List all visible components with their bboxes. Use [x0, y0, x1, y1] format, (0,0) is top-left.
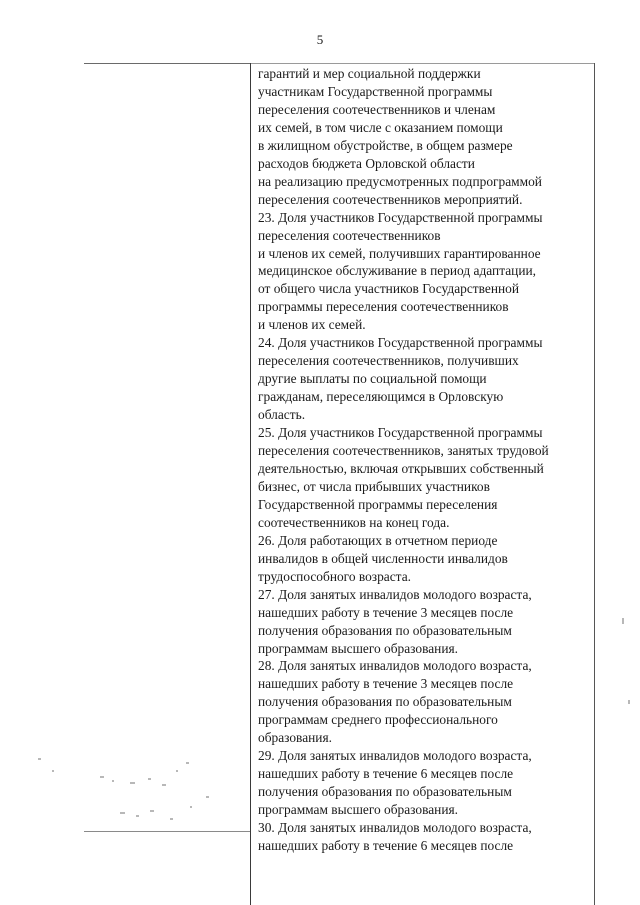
table-right-cell — [258, 65, 593, 903]
indicator-text-line: Государственной программы переселения — [258, 496, 498, 512]
indicator-text-line: переселения соотечественников, занятых трудовой — [258, 443, 549, 459]
indicator-text-line: соотечественников на конец года. — [258, 514, 450, 530]
left-cell-bottom-border — [84, 831, 250, 832]
indicator-text-line: программам среднего профессионального — [258, 712, 498, 728]
indicator-text-line: переселения соотечественников — [258, 227, 441, 243]
indicator-text-line: 27. Доля занятых инвалидов молодого возраста, — [258, 586, 532, 602]
table-left-cell — [84, 64, 250, 831]
indicator-text-line: гарантий и мер социальной поддержки — [258, 66, 481, 81]
page-number: 5 — [316, 32, 324, 47]
indicator-text-line: получения образования по образовательным — [258, 694, 512, 710]
indicator-text-line: переселения соотечественников, получивших — [258, 353, 519, 369]
indicator-text-line: инвалидов в общей численности инвалидов — [258, 550, 508, 566]
table-column-divider — [250, 63, 251, 905]
indicator-text-line: программы переселения соотечественников — [258, 299, 509, 315]
indicator-text-line: получения образования по образовательным — [258, 622, 512, 638]
indicator-text-line: программам высшего образования. — [258, 640, 459, 656]
indicator-text-line: и членов их семей, получивших гарантированное — [258, 245, 541, 261]
indicator-text-line: нашедших работу в течение 6 месяцев после — [258, 837, 514, 853]
indicator-text-line: область. — [258, 407, 306, 423]
indicator-table — [84, 63, 595, 905]
indicator-text-line: 24. Доля участников Государственной программы — [258, 335, 543, 351]
indicator-text-line: переселения соотечественников мероприятий. — [258, 191, 523, 207]
indicator-text-line: программам высшего образования. — [258, 802, 459, 818]
indicator-text-line: 26. Доля работающих в отчетном периоде — [258, 532, 498, 548]
table-top-border-right — [251, 63, 595, 64]
indicator-text-line: переселения соотечественников и членам — [258, 101, 496, 117]
indicator-text-line: нашедших работу в течение 3 месяцев после — [258, 676, 514, 692]
indicator-text-line: 29. Доля занятых инвалидов молодого возраста, — [258, 748, 532, 764]
indicator-text-line: другие выплаты по социальной помощи — [258, 371, 487, 387]
indicator-text-line: от общего числа участников Государственной — [258, 281, 520, 297]
indicator-text-line: 28. Доля занятых инвалидов молодого возраста, — [258, 658, 532, 674]
table-right-border — [594, 63, 595, 905]
indicator-text-line: нашедших работу в течение 6 месяцев после — [258, 766, 514, 782]
indicator-text-line: деятельностью, включая открывших собственный — [258, 460, 544, 476]
indicator-text-line: нашедших работу в течение 3 месяцев после — [258, 604, 514, 620]
indicator-text-line: 30. Доля занятых инвалидов молодого возраста, — [258, 820, 532, 836]
indicator-text-line: 23. Доля участников Государственной программы — [258, 209, 543, 225]
indicator-text-line: в жилищном обустройстве, в общем размере — [258, 137, 513, 153]
indicator-text-line: и членов их семей. — [258, 317, 366, 333]
indicator-text-line: образования. — [258, 730, 332, 746]
indicator-text-line: 25. Доля участников Государственной программы — [258, 425, 543, 441]
indicator-text-line: бизнес, от числа прибывших участников — [258, 478, 490, 494]
indicator-text-line: на реализацию предусмотренных подпрограммой — [258, 173, 542, 189]
indicator-text-line: участникам Государственной программы — [258, 83, 493, 99]
indicator-text-line: гражданам, переселяющимся в Орловскую — [258, 389, 504, 405]
indicator-text-line: медицинское обслуживание в период адаптации, — [258, 263, 537, 279]
indicator-text-line: трудоспособного возраста. — [258, 568, 411, 584]
indicator-text-line: расходов бюджета Орловской области — [258, 155, 475, 171]
indicator-text-line: получения образования по образовательным — [258, 784, 512, 800]
indicator-text-line: их семей, в том числе с оказанием помощи — [258, 119, 503, 135]
